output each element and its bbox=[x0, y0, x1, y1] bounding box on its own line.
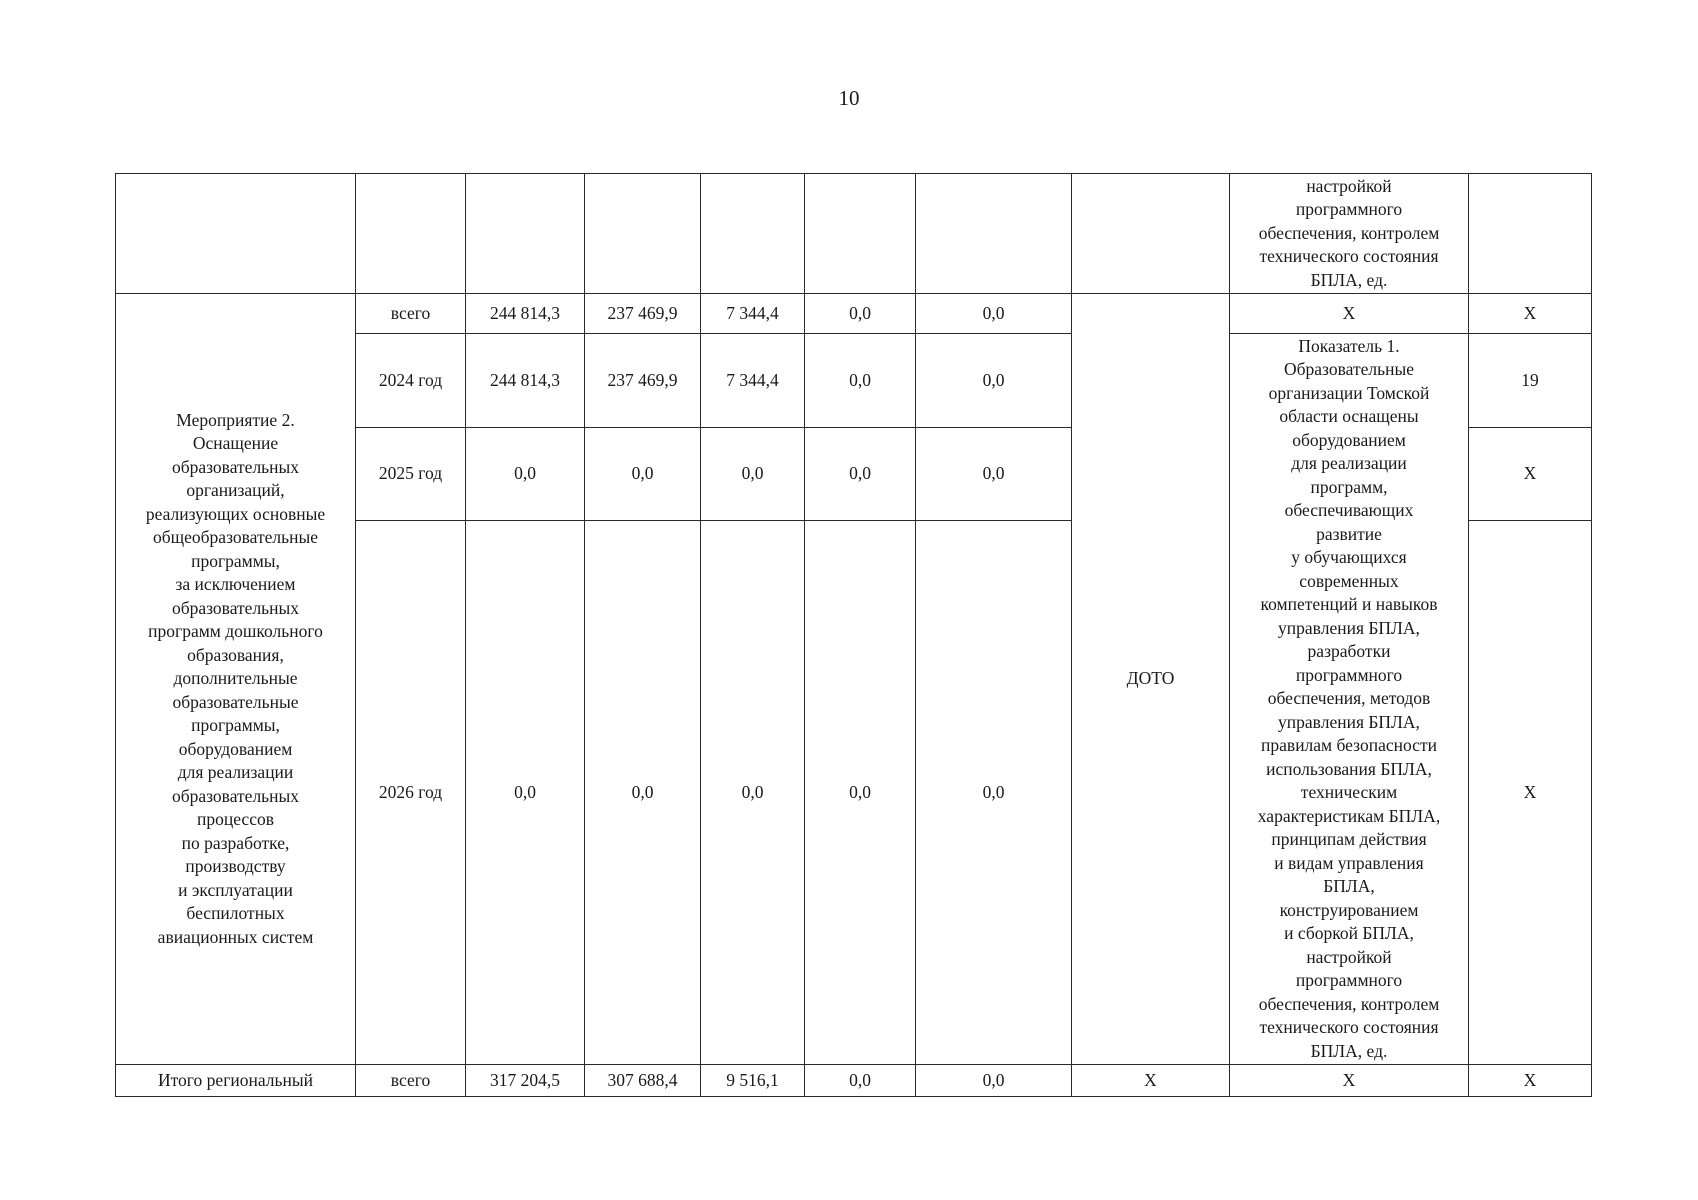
text-line: для реализации bbox=[1291, 453, 1407, 474]
text-line: образовательные bbox=[172, 691, 299, 712]
value-cell: 317 204,5 bbox=[466, 1065, 585, 1097]
text-line: образования, bbox=[187, 644, 284, 665]
value-cell: 0,0 bbox=[701, 521, 805, 1065]
text-line: технического состояния bbox=[1259, 1017, 1439, 1038]
period-cell: всего bbox=[356, 294, 466, 334]
text-line: настройкой bbox=[1306, 946, 1392, 967]
text-line: авиационных систем bbox=[157, 926, 314, 947]
executor-cell: X bbox=[1072, 1065, 1230, 1097]
value-cell: 237 469,9 bbox=[585, 334, 701, 428]
text-line: управления БПЛА, bbox=[1278, 711, 1420, 732]
text-line: образовательных bbox=[171, 597, 300, 618]
text-line: для реализации bbox=[177, 762, 294, 783]
text-line: использования БПЛА, bbox=[1266, 758, 1432, 779]
text-line: настройкой bbox=[1306, 175, 1392, 196]
value-cell: 0,0 bbox=[805, 428, 916, 521]
value-cell: 0,0 bbox=[805, 334, 916, 428]
text-line: программы, bbox=[191, 715, 280, 736]
text-line: принципам действия bbox=[1271, 829, 1427, 850]
empty-cell bbox=[466, 174, 585, 294]
value-cell: 0,0 bbox=[805, 1065, 916, 1097]
empty-cell bbox=[701, 174, 805, 294]
value-cell: 0,0 bbox=[916, 428, 1072, 521]
text-line: программного bbox=[1295, 664, 1403, 685]
text-line: конструированием bbox=[1279, 899, 1419, 920]
empty-cell bbox=[356, 174, 466, 294]
text-line: разработки bbox=[1307, 641, 1391, 662]
text-line: программного bbox=[1295, 970, 1403, 991]
value-cell: 244 814,3 bbox=[466, 294, 585, 334]
target-cell: X bbox=[1469, 521, 1592, 1065]
period-cell: 2024 год bbox=[356, 334, 466, 428]
text-line: области оснащены bbox=[1279, 406, 1419, 427]
text-line: оборудованием bbox=[178, 738, 293, 759]
text-line: техническим bbox=[1300, 782, 1398, 803]
text-line: обеспечения, контролем bbox=[1258, 222, 1440, 243]
value-cell: 307 688,4 bbox=[585, 1065, 701, 1097]
value-cell: 0,0 bbox=[916, 1065, 1072, 1097]
empty-cell bbox=[1469, 174, 1592, 294]
text-line: БПЛА, ед. bbox=[1310, 1040, 1388, 1061]
value-cell: 244 814,3 bbox=[466, 334, 585, 428]
text-line: программного bbox=[1295, 199, 1403, 220]
text-line: образовательных bbox=[171, 456, 300, 477]
program-table bbox=[115, 173, 1592, 1097]
value-cell: 0,0 bbox=[585, 428, 701, 521]
empty-cell bbox=[585, 174, 701, 294]
text-line: программ дошкольного bbox=[148, 621, 323, 642]
text-line: Оснащение bbox=[192, 433, 279, 454]
text-line: современных bbox=[1299, 570, 1399, 591]
page-number: 10 bbox=[838, 86, 860, 110]
text-line: оборудованием bbox=[1292, 429, 1406, 450]
text-line: Показатель 1. bbox=[1298, 335, 1400, 356]
text-line: Мероприятие 2. bbox=[176, 409, 295, 430]
value-cell: 0,0 bbox=[701, 428, 805, 521]
value-cell: 7 344,4 bbox=[701, 334, 805, 428]
indicator-cell: X bbox=[1230, 1065, 1469, 1097]
measure-title bbox=[116, 294, 356, 1065]
text-line: у обучающихся bbox=[1291, 547, 1407, 568]
value-cell: 0,0 bbox=[916, 521, 1072, 1065]
text-line: управления БПЛА, bbox=[1278, 617, 1420, 638]
text-line: компетенций и навыков bbox=[1260, 594, 1438, 615]
total-label: Итого региональный bbox=[116, 1065, 356, 1097]
text-line: правилам безопасности bbox=[1261, 735, 1437, 756]
value-cell: 0,0 bbox=[805, 294, 916, 334]
period-cell: 2025 год bbox=[356, 428, 466, 521]
value-cell: 237 469,9 bbox=[585, 294, 701, 334]
text-line: и сборкой БПЛА, bbox=[1284, 923, 1414, 944]
text-line: организаций, bbox=[186, 480, 285, 501]
value-cell: 9 516,1 bbox=[701, 1065, 805, 1097]
indicator-continuation bbox=[1230, 174, 1469, 294]
text-line: беспилотных bbox=[186, 903, 285, 924]
text-line: за исключением bbox=[175, 574, 296, 595]
text-line: обеспечивающих bbox=[1284, 500, 1414, 521]
text-line: реализующих основные bbox=[145, 503, 326, 524]
value-cell: 0,0 bbox=[466, 428, 585, 521]
text-line: характеристикам БПЛА, bbox=[1257, 805, 1441, 826]
continuation-row bbox=[116, 174, 1592, 294]
period-cell: 2026 год bbox=[356, 521, 466, 1065]
text-line: программы, bbox=[191, 550, 280, 571]
text-line: программ, bbox=[1310, 476, 1388, 497]
text-line: обеспечения, методов bbox=[1267, 688, 1431, 709]
period-cell: всего bbox=[356, 1065, 466, 1097]
text-line: БПЛА, bbox=[1323, 876, 1375, 897]
value-cell: 7 344,4 bbox=[701, 294, 805, 334]
target-cell: 19 bbox=[1469, 334, 1592, 428]
indicator-cell: X bbox=[1230, 294, 1469, 334]
value-cell: 0,0 bbox=[585, 521, 701, 1065]
regional-total-row bbox=[116, 1065, 1592, 1097]
text-line: организации Томской bbox=[1268, 382, 1430, 403]
target-cell: X bbox=[1469, 428, 1592, 521]
value-cell: 0,0 bbox=[916, 334, 1072, 428]
empty-cell bbox=[116, 174, 356, 294]
text-line: Образовательные bbox=[1284, 359, 1414, 380]
value-cell: 0,0 bbox=[916, 294, 1072, 334]
text-line: БПЛА, ед. bbox=[1310, 269, 1388, 290]
text-line: обеспечения, контролем bbox=[1258, 993, 1440, 1014]
text-line: технического состояния bbox=[1259, 246, 1439, 267]
indicator-description bbox=[1230, 334, 1469, 1065]
empty-cell bbox=[805, 174, 916, 294]
target-cell: X bbox=[1469, 294, 1592, 334]
empty-cell bbox=[916, 174, 1072, 294]
empty-cell bbox=[1072, 174, 1230, 294]
target-cell: X bbox=[1469, 1065, 1592, 1097]
text-line: образовательных bbox=[171, 785, 300, 806]
text-line: развитие bbox=[1316, 523, 1382, 544]
text-line: дополнительные bbox=[173, 668, 298, 689]
text-line: по разработке, bbox=[181, 832, 290, 853]
text-line: и видам управления bbox=[1274, 852, 1424, 873]
text-line: общеобразовательные bbox=[153, 527, 318, 548]
value-cell: 0,0 bbox=[466, 521, 585, 1065]
measure-row-total bbox=[116, 294, 1592, 334]
executor-cell: ДОТО bbox=[1072, 294, 1230, 1065]
text-line: производству bbox=[185, 856, 286, 877]
text-line: и эксплуатации bbox=[178, 879, 293, 900]
text-line: процессов bbox=[197, 809, 274, 830]
value-cell: 0,0 bbox=[805, 521, 916, 1065]
